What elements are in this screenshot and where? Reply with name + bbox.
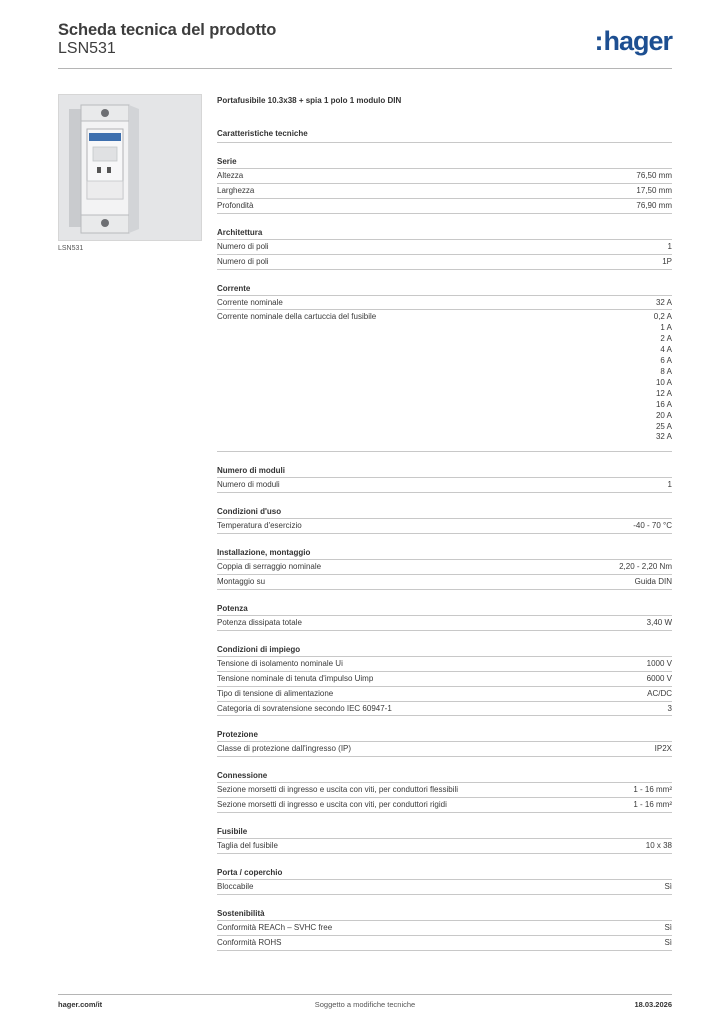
spec-label: Numero di moduli bbox=[217, 480, 280, 490]
spec-section bbox=[217, 466, 672, 493]
spec-row bbox=[217, 936, 672, 951]
spec-label: Bloccabile bbox=[217, 882, 254, 892]
spec-values bbox=[656, 298, 672, 309]
section-title: Condizioni d'uso bbox=[217, 507, 672, 519]
spec-value: 6000 V bbox=[646, 673, 672, 683]
section-title: Potenza bbox=[217, 604, 672, 616]
spec-row bbox=[217, 687, 672, 702]
spec-section bbox=[217, 507, 672, 534]
spec-value: 4 A bbox=[660, 345, 672, 355]
spec-row bbox=[217, 296, 672, 311]
spec-value: 3,40 W bbox=[646, 617, 672, 627]
spec-section bbox=[217, 868, 672, 895]
spec-label: Potenza dissipata totale bbox=[217, 617, 302, 627]
spec-label: Taglia del fusibile bbox=[217, 841, 278, 851]
spec-values bbox=[646, 841, 672, 852]
spec-row bbox=[217, 839, 672, 854]
spec-values bbox=[664, 923, 672, 934]
product-image-caption: LSN531 bbox=[58, 245, 84, 252]
spec-values bbox=[668, 480, 672, 491]
spec-section bbox=[217, 771, 672, 813]
fuse-holder-icon bbox=[59, 95, 201, 240]
spec-row bbox=[217, 742, 672, 757]
spec-value: 1 - 16 mm² bbox=[633, 785, 672, 795]
spec-values bbox=[633, 800, 672, 811]
spec-row bbox=[217, 240, 672, 255]
spec-values bbox=[633, 521, 672, 532]
spec-value: 76,90 mm bbox=[636, 200, 672, 210]
spec-value: Sì bbox=[664, 923, 672, 932]
spec-section bbox=[217, 604, 672, 631]
spec-section bbox=[217, 909, 672, 951]
spec-row bbox=[217, 880, 672, 895]
spec-value: 10 A bbox=[655, 377, 672, 387]
spec-label: Montaggio su bbox=[217, 577, 266, 587]
spec-value: IP2X bbox=[654, 744, 672, 754]
spec-section bbox=[217, 157, 672, 214]
spec-section bbox=[217, 284, 672, 453]
spec-values bbox=[636, 171, 672, 182]
section-title: Installazione, montaggio bbox=[217, 548, 672, 560]
spec-row bbox=[217, 478, 672, 493]
footer-website[interactable]: hager.com/it bbox=[58, 1000, 103, 1009]
spec-row bbox=[217, 783, 672, 798]
spec-value: Sì bbox=[664, 882, 672, 892]
spec-value: 1 bbox=[667, 241, 672, 251]
product-code: LSN531 bbox=[58, 40, 116, 57]
logo-text: hager bbox=[603, 26, 672, 56]
header-divider bbox=[58, 68, 672, 69]
product-description: Portafusibile 10.3x38 + spia 1 polo 1 modulo DIN bbox=[217, 96, 402, 105]
tech-specs-heading: Caratteristiche tecniche bbox=[217, 129, 672, 143]
spec-row bbox=[217, 921, 672, 936]
spec-value: 1 - 16 mm² bbox=[633, 800, 672, 810]
section-title: Sostenibilità bbox=[217, 909, 672, 921]
section-title: Architettura bbox=[217, 228, 672, 240]
spec-row bbox=[217, 616, 672, 631]
spec-values bbox=[619, 562, 672, 573]
spec-value: 17,50 mm bbox=[636, 185, 672, 195]
spec-label: Conformità REACh – SVHC free bbox=[217, 923, 333, 932]
spec-row bbox=[217, 184, 672, 199]
spec-row bbox=[217, 199, 672, 214]
section-title: Protezione bbox=[217, 730, 672, 742]
hager-logo bbox=[594, 28, 672, 55]
spec-values bbox=[647, 659, 672, 670]
footer-date: 18.03.2026 bbox=[634, 1000, 672, 1009]
spec-value: 16 A bbox=[655, 399, 672, 409]
section-title: Numero di moduli bbox=[217, 466, 672, 478]
spec-content bbox=[217, 96, 672, 965]
spec-label: Sezione morsetti di ingresso e uscita con viti, per conduttori rigidi bbox=[217, 800, 447, 810]
spec-sections bbox=[217, 157, 672, 951]
spec-values bbox=[664, 938, 672, 949]
footer-notice: Soggetto a modifiche tecniche bbox=[314, 1000, 416, 1009]
spec-value: 6 A bbox=[660, 356, 672, 366]
spec-row bbox=[217, 798, 672, 813]
spec-values bbox=[655, 744, 672, 755]
spec-value: Sì bbox=[664, 937, 672, 947]
section-title: Serie bbox=[217, 157, 672, 169]
spec-value: 3 bbox=[667, 703, 672, 713]
spec-values bbox=[636, 186, 672, 197]
spec-value: 20 A bbox=[655, 410, 672, 420]
spec-label: Temperatura d'esercizio bbox=[217, 521, 302, 531]
spec-label: Tipo di tensione di alimentazione bbox=[217, 688, 334, 698]
spec-label: Sezione morsetti di ingresso e uscita con viti, per conduttori flessibili bbox=[217, 785, 458, 795]
spec-value: 1P bbox=[662, 256, 672, 266]
spec-values bbox=[635, 577, 672, 588]
page-title: Scheda tecnica del prodotto bbox=[58, 21, 277, 39]
spec-value: 2,20 - 2,20 Nm bbox=[619, 562, 672, 572]
spec-value: AC/DC bbox=[647, 688, 672, 698]
spec-values bbox=[662, 257, 672, 268]
spec-value: 10 x 38 bbox=[645, 841, 672, 851]
spec-row bbox=[217, 519, 672, 534]
spec-section bbox=[217, 228, 672, 270]
spec-section bbox=[217, 548, 672, 590]
section-title: Connessione bbox=[217, 771, 672, 783]
spec-row bbox=[217, 310, 672, 452]
spec-label: Altezza bbox=[217, 171, 244, 180]
spec-value: 2 A bbox=[660, 334, 672, 344]
spec-value: 8 A bbox=[660, 366, 672, 376]
spec-row bbox=[217, 169, 672, 184]
spec-values bbox=[664, 882, 672, 893]
spec-values bbox=[668, 704, 672, 715]
spec-value: 12 A bbox=[655, 388, 672, 398]
spec-row bbox=[217, 255, 672, 270]
spec-label: Conformità ROHS bbox=[217, 937, 282, 947]
spec-row bbox=[217, 560, 672, 575]
spec-value: 25 A bbox=[655, 421, 672, 431]
spec-value: 32 A bbox=[655, 432, 672, 442]
logo-dots-icon: : bbox=[594, 26, 603, 56]
spec-label: Profondità bbox=[217, 200, 254, 210]
spec-label: Classe di protezione dall'ingresso (IP) bbox=[217, 744, 352, 754]
spec-value: 1000 V bbox=[646, 658, 672, 668]
spec-values bbox=[647, 689, 672, 700]
spec-section bbox=[217, 827, 672, 854]
page-footer bbox=[58, 994, 672, 1009]
spec-value: -40 - 70 °C bbox=[633, 521, 672, 531]
spec-label: Coppia di serraggio nominale bbox=[217, 562, 322, 572]
section-title: Fusibile bbox=[217, 827, 672, 839]
spec-values bbox=[668, 242, 672, 253]
spec-section bbox=[217, 645, 672, 717]
spec-values bbox=[647, 618, 672, 629]
spec-values bbox=[647, 674, 672, 685]
spec-row bbox=[217, 657, 672, 672]
section-title: Porta / coperchio bbox=[217, 868, 672, 880]
spec-label: Numero di poli bbox=[217, 241, 269, 251]
spec-label: Corrente nominale bbox=[217, 297, 283, 307]
spec-label: Tensione nominale di tenuta d'impulso Uimp bbox=[217, 673, 374, 683]
spec-values bbox=[654, 312, 672, 443]
spec-section bbox=[217, 730, 672, 757]
spec-row bbox=[217, 672, 672, 687]
spec-value: 1 bbox=[667, 480, 672, 490]
spec-row bbox=[217, 702, 672, 717]
product-image bbox=[58, 94, 202, 241]
spec-values bbox=[636, 201, 672, 212]
spec-label: Larghezza bbox=[217, 185, 255, 195]
spec-row bbox=[217, 575, 672, 590]
spec-value: 32 A bbox=[655, 297, 672, 307]
spec-values bbox=[633, 785, 672, 796]
section-title: Corrente bbox=[217, 284, 672, 296]
spec-value: 0,2 A bbox=[653, 312, 672, 322]
spec-label: Corrente nominale della cartuccia del fusibile bbox=[217, 312, 377, 322]
section-title: Condizioni di impiego bbox=[217, 645, 672, 657]
spec-value: Guida DIN bbox=[634, 577, 672, 587]
spec-value: 76,50 mm bbox=[636, 171, 672, 180]
spec-value: 1 A bbox=[660, 323, 672, 333]
spec-label: Categoria di sovratensione secondo IEC 60947-1 bbox=[217, 703, 392, 713]
spec-label: Tensione di isolamento nominale Ui bbox=[217, 658, 343, 668]
spec-label: Numero di poli bbox=[217, 256, 269, 266]
